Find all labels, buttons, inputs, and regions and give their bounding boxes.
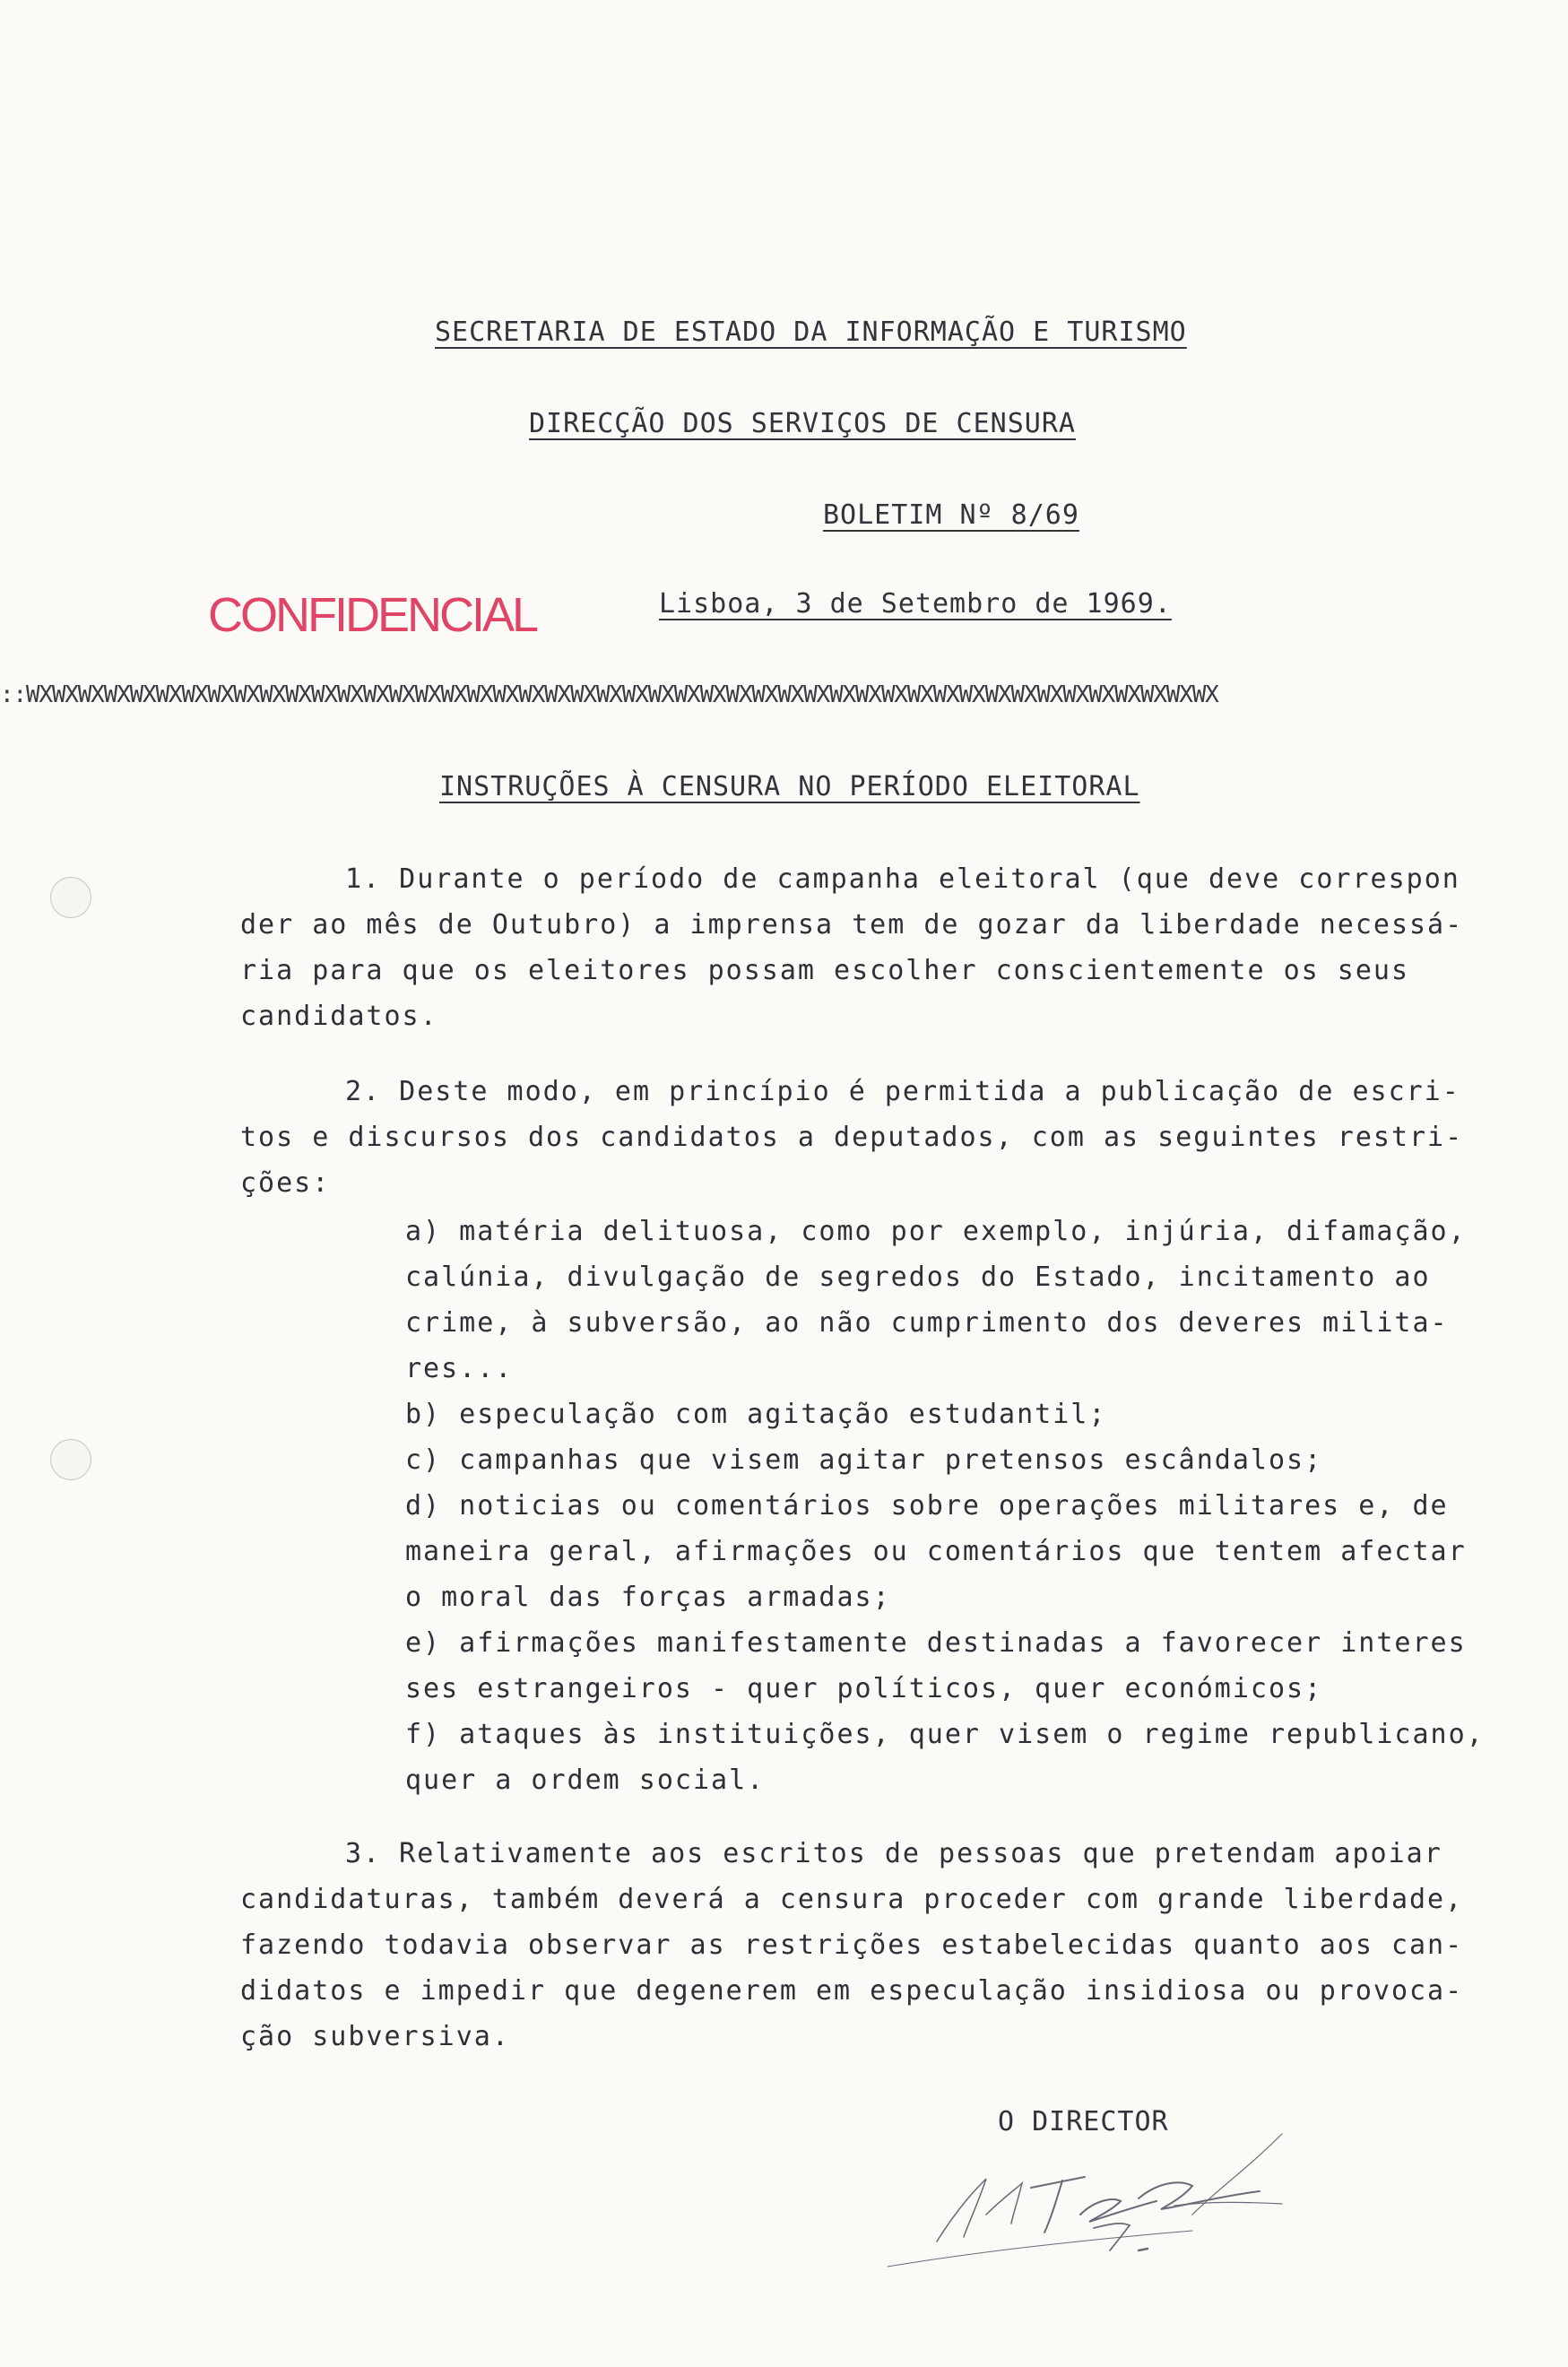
punch-hole-bottom	[50, 1439, 91, 1480]
paragraph-2: 2. Deste modo, em princípio é permitida a publicação de escri- tos e discursos dos candidatos a deputados, com as seguintes restri- ções:	[240, 1076, 1464, 1199]
restriction-d: d) noticias ou comentários sobre operações militares e, de maneira geral, afirmações ou comentários que tentem afectar o moral das forças armadas;	[405, 1490, 1467, 1613]
document-title: INSTRUÇÕES À CENSURA NO PERÍODO ELEITORAL	[439, 771, 1140, 802]
ministry-heading: SECRETARIA DE ESTADO DA INFORMAÇÃO E TURISMO	[435, 316, 1187, 348]
restriction-e: e) afirmações manifestamente destinadas a favorecer interes ses estrangeiros - quer políticos, quer económicos;	[405, 1627, 1467, 1704]
restriction-a: a) matéria delituosa, como por exemplo, injúria, difamação, calúnia, divulgação de segredos do Estado, incitamento ao crime, à subversão, ao não cumprimento dos deveres milita- res...	[405, 1216, 1467, 1384]
paragraph-3: 3. Relativamente aos escritos de pessoas que pretendam apoiar candidaturas, também deverá a censura proceder com grande liberdade, fazendo todavia observar as restrições estabelecidas quanto aos can- didatos e impedir que degenerem em especulação insidiosa ou provoca- ção subversiva.	[240, 1838, 1464, 2052]
paragraph-1: 1. Durante o período de campanha eleitoral (que deve correspon der ao mês de Outubro) a imprensa tem de gozar da liberdade necessá- ria para que os eleitores possam escolher conscientemente os seus candidatos.	[240, 863, 1464, 1032]
place-and-date: Lisboa, 3 de Setembro de 1969.	[659, 588, 1172, 620]
separator-line: ::WXWXWXWXWXWXWXWXWXWXWXWXWXWXWXWXWXWXWXWXWXWXWXWXWXWXWXWXWXWXWXWXWXWXWXWXWXWXWXWXWXWXWXWXWXWX	[0, 681, 1218, 708]
bulletin-number: BOLETIM Nº 8/69	[823, 499, 1079, 531]
directorate-heading: DIRECÇÃO DOS SERVIÇOS DE CENSURA	[529, 408, 1076, 439]
punch-hole-top	[50, 877, 91, 918]
restriction-f: f) ataques às instituições, quer visem o regime republicano, quer a ordem social.	[405, 1719, 1485, 1796]
restriction-c: c) campanhas que visem agitar pretensos escândalos;	[405, 1444, 1323, 1476]
restriction-b: b) especulação com agitação estudantil;	[405, 1399, 1107, 1430]
confidential-stamp: CONFIDENCIAL	[208, 588, 537, 642]
director-title: O DIRECTOR	[998, 2106, 1169, 2137]
handwritten-signature	[852, 2116, 1354, 2277]
